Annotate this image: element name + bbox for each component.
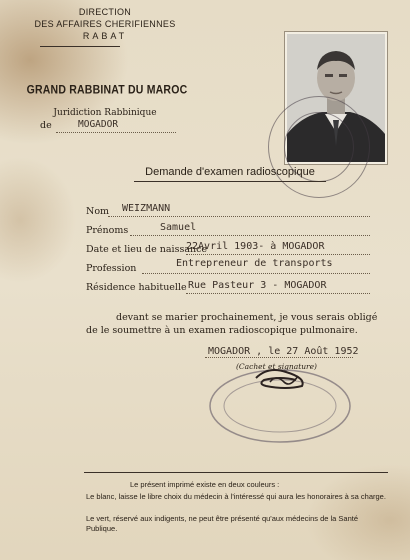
field-line-prenoms <box>130 235 370 236</box>
field-value-nom: WEIZMANN <box>122 203 171 214</box>
footer-rule <box>84 472 388 473</box>
field-line-residence <box>186 293 370 294</box>
field-line-profession <box>142 273 370 274</box>
field-line-nom <box>108 216 370 217</box>
field-label-residence: Résidence habituelle <box>86 282 187 293</box>
field-value-residence: Rue Pasteur 3 - MOGADOR <box>188 280 327 291</box>
place-date: MOGADOR , le 27 Août 1952 <box>208 346 359 357</box>
form-title: Demande d'examen radioscopique <box>145 166 315 178</box>
field-label-profession: Profession <box>86 263 137 274</box>
footer-line-vert: Le vert, réservé aux indigents, ne peut être présenté qu'aux médecins de la Santé Publique. <box>86 514 359 533</box>
city-dotted-line <box>56 132 176 133</box>
juridiction-label: Juridiction Rabbinique <box>53 108 157 118</box>
header-direction <box>20 6 190 42</box>
seal-stamp <box>206 356 354 446</box>
grand-rabbinat-title: GRAND RABBINAT DU MAROC <box>26 83 188 97</box>
cachet-label: (Cachet et signature) <box>236 362 317 371</box>
footer-title: Le présent imprimé existe en deux couleurs : <box>130 480 280 489</box>
header-line-2: DES AFFAIRES CHERIFIENNES <box>34 19 176 29</box>
field-value-profession: Entrepreneur de transports <box>176 258 333 269</box>
header-line-1: DIRECTION <box>78 7 132 17</box>
field-label-naissance: Date et lieu de naissance <box>86 244 208 255</box>
field-label-nom: Nom <box>86 206 110 217</box>
field-value-naissance: 22Avril 1903- à MOGADOR <box>186 241 325 252</box>
field-label-prenoms: Prénoms <box>86 225 129 236</box>
de-label: de <box>40 120 52 131</box>
statement-line-2: de le soumettre à un examen radioscopique pulmonaire. <box>86 325 358 336</box>
field-value-prenoms: Samuel <box>160 222 197 233</box>
header-line-3: RABAT <box>82 31 128 41</box>
statement-line-1: devant se marier prochainement, je vous serais obligé <box>116 312 378 323</box>
header-rule <box>40 46 120 47</box>
juridiction-city: MOGADOR <box>78 119 119 130</box>
form-title-underline <box>134 181 326 182</box>
field-line-naissance <box>186 254 370 255</box>
footer-line-blanc: Le blanc, laisse le libre choix du médecin à l'intéressé qui aura les honoraires à sa charge. <box>86 492 386 501</box>
